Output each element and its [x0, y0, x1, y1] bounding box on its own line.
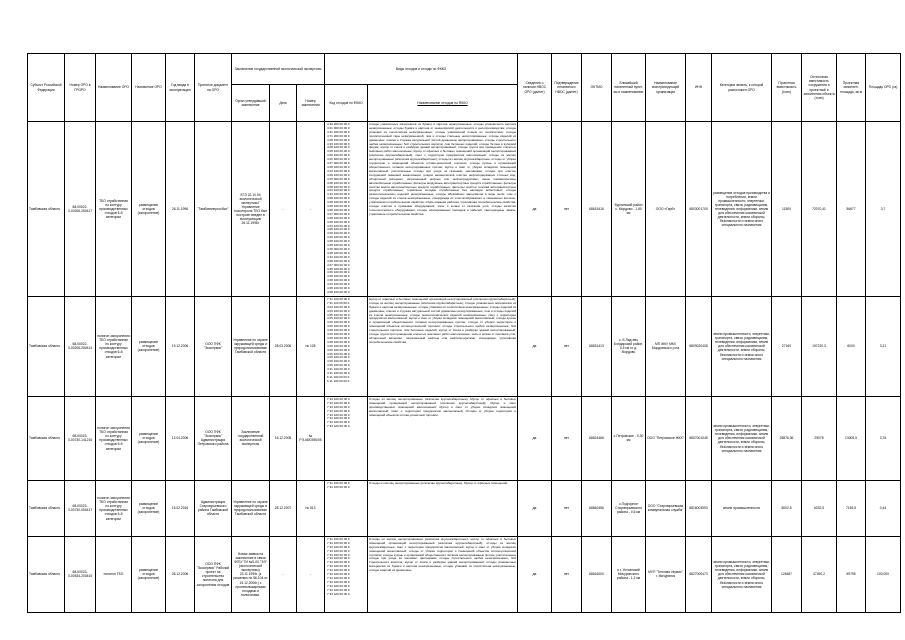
cell-nearest: с.Петровское - 0,30 км — [612, 396, 646, 480]
header-impact: Подтверждение негативного НВОС (да/нет) — [552, 54, 582, 122]
cell-monitoring: да — [518, 536, 552, 612]
cell-land: земли промышленности, энергетики, транспорта, связи, радиовещания, телевидения, информатики, земли для обеспечения космической деятельности, земли обороны, безопасности и земли иного специального назначения — [712, 296, 772, 396]
cell-eia-authority: ЕГЭ 22.10.94 экологической экспертизы" Управление госконтроля ТБО был построен введен в эксплуатацию 26.11.1996г. — [232, 122, 270, 297]
waste-code: 7 33 100 00 00 0 — [327, 556, 350, 561]
waste-code: 7 33 100 00 00 0 — [327, 396, 350, 401]
cell-land: земли промышленности, энергетики, транспорта, связи, радиовещания, телевидения, информатики, земли для обеспечения космической деятельности, земли обороны, безопасности и земли иного специального назначения — [712, 536, 772, 612]
cell-name: полигон ТБО — [96, 536, 132, 612]
waste-code: 4 30 200 00 00 0 — [327, 122, 350, 126]
cell-purpose: размещение отходов (захоронение) — [132, 396, 166, 480]
cell-land: размещение отходов производства и потребления, земли промышленности, энергетики, транспорта, связи, радиовещания, телевидения, информатики, земли для обеспечения космической деятельности, земли обороны, безопасности и земли иного специального назначения — [712, 122, 772, 297]
cell-area: 25876,36 — [772, 396, 802, 480]
header-number: Номер ОРО в ГРОРО — [65, 54, 96, 122]
waste-code: 4 09 100 00 00 0 — [327, 172, 350, 177]
cell-area-ga: 3,7 — [866, 122, 901, 297]
waste-code: 4 06 100 00 00 0 — [327, 359, 350, 364]
header-monitoring: Сведения о наличии НВОС ОРО (да/нет) — [518, 54, 552, 122]
waste-code: 4 08 100 00 00 0 — [327, 243, 350, 248]
waste-code: 7 33 100 00 00 0 — [327, 572, 350, 577]
cell-name: полигон захоронения ТБО отработанная по контуру производственных отходов 6-й категории — [96, 480, 132, 536]
waste-code: 4 08 100 00 00 0 — [327, 266, 350, 271]
header-oktmo: ОКТМО — [582, 54, 612, 122]
waste-code: 7 33 100 00 00 0 — [327, 412, 350, 417]
waste-code: 4 08 100 00 00 0 — [327, 339, 350, 344]
cell-oktmo: 68640456 — [582, 480, 612, 536]
waste-code: 6 11 100 00 00 0 — [327, 375, 350, 379]
cell-eia-date: 28.03.2006 — [270, 296, 297, 396]
waste-code: 7 33 100 00 00 0 — [327, 564, 350, 569]
cell-eia-date: 16.12.2005 — [270, 396, 297, 480]
waste-code: 4 05 100 00 00 0 — [327, 316, 350, 321]
waste-code: 4 03 100 00 00 0 — [327, 308, 350, 313]
waste-code: 4 07 000 00 00 0 — [327, 262, 350, 267]
waste-code: 4 08 100 00 00 0 — [327, 207, 350, 212]
cell-nearest: с.Подгорное Староюрьевского района - 0,6 км — [612, 480, 646, 536]
waste-code: 7 33 100 00 00 0 — [327, 579, 350, 584]
cell-inn: 6827000473 — [686, 536, 712, 612]
cell-operator: ООО "Староюрьевская коммунальная служба" — [646, 480, 686, 536]
cell-filled: 59795 — [837, 536, 866, 612]
cell-nearest: п.г. Устьинский Мичуринского района - 1,2 км — [612, 536, 646, 612]
cell-monitoring: да — [518, 480, 552, 536]
cell-name: полигон захоронения ТБО отработанная по контуру производственных отходов 6-й категории — [96, 396, 132, 480]
header-operator: Наименование эксплуатирующей организации — [646, 54, 686, 122]
waste-code: 4 08 100 00 00 0 — [327, 184, 350, 189]
waste-code: 4 08 100 00 00 0 — [327, 204, 350, 209]
header-year: Год ввода в эксплуатацию — [166, 54, 195, 122]
waste-code: 4 33 100 00 00 0 — [327, 254, 350, 259]
cell-year: 12.04.2006 — [166, 396, 195, 480]
cell-oktmo: 68624466 — [582, 396, 612, 480]
table-row — [28, 480, 901, 536]
cell-number: 68-00023-З-00730-141216 — [65, 396, 96, 480]
waste-code: 4 08 100 00 00 0 — [327, 200, 350, 205]
waste-code: 7 33 100 00 00 0 — [327, 404, 350, 409]
waste-code: 7 33 100 00 00 0 — [327, 544, 350, 549]
header-name: Наименование ОРО — [96, 54, 132, 122]
cell-oktmo: 68616000 — [582, 536, 612, 612]
waste-code: 4 08 100 00 00 0 — [327, 145, 350, 150]
cell-desc: мусор от офисных и бытовых помещений организаций несортированный (исключая крупногабаритный); отходы из жилищ несортированные (исключая крупногабаритные); отходы упаковочных материалов из бумаги и картона незагрязненные; отходы упаковки из полиэтилена незагрязненные; отходы изделий из древесины; опилки и стружка натуральной чистой древесины несортированные; лом и отходы изделий из стекла незагрязненные; отходы резинотехнических изделий незагрязненные; смет с территории предприятия малоопасный; мусор и смет от уборки складских помещений малоопасный; отходы кухонь и организаций общественного питания несортированные прочие; отходы от уборки территории и помещений объектов оптово-розничной торговли; отходы строительного щебня незагрязненные; бой строительного кирпича; лом бетонных изделий; мусор от сноса и разборки зданий несортированный; отходы грунта при проведении открытых земляных работ малоопасные; золы и шлаки от сжигания угля; обтирочный материал, загрязненный нефтью или нефтепродуктами; спецодежда, утратившая потребительские свойства. — [368, 296, 518, 396]
cell-name: ТБО отработанная по контуру производственных отходов 6-й категории — [96, 122, 132, 297]
cell-purpose: размещение отходов (захоронение) — [132, 536, 166, 612]
cell-area: 27160 — [772, 296, 802, 396]
cell-inn: 6807001045 — [686, 396, 712, 480]
header-purpose: Назначение ОРО — [132, 54, 166, 122]
cell-capacity: 72070,41 — [802, 122, 837, 297]
waste-code: 7 33 100 00 00 0 — [327, 400, 350, 405]
header-filled: Проектная заполнен. площадь, кв.м — [837, 54, 866, 122]
waste-code: 4 09 100 00 00 0 — [327, 270, 350, 275]
cell-capacity: 29078 — [802, 396, 837, 480]
cell-monitoring: да — [518, 122, 552, 297]
waste-code: 7 33 100 00 00 0 — [327, 416, 350, 421]
cell-operator: МУП "Теплово сервис" г. Мичуринск — [646, 536, 686, 612]
header-area-ga: Площадь ОРО (га) — [866, 54, 901, 122]
waste-code: 4 08 100 00 00 0 — [327, 196, 350, 201]
waste-code: 7 33 100 00 00 0 — [327, 583, 350, 588]
waste-code: 6 11 100 00 00 0 — [327, 378, 350, 383]
cell-desc: отходы упаковочных материалов из бумаги и картона незагрязненные; отходы упаковочного картона незагрязненные; отходы бумаги и картона от канцелярской деятельности и делопроизводства; отходы упаковки из полиэтилена незагрязненные; отходы упаковочной пленки из полиэтилена; отходы полиэтиленовой тары незагрязненной; лом и отходы стальные несортированные; отходы изделий из древесины; опилки и стружка натуральной чистой древесины несортированные; отходы строительного щебня незагрязненные; бой строительного кирпича; лом бетонных изделий; отходы бетона в кусковой форме; мусор от сноса и разборки зданий несортированный; отходы грунта при проведении открытых земляных работ малоопасные; мусор от офисных и бытовых помещений организаций несортированный (исключая крупногабаритный); смет с территории предприятия малоопасный; отходы из жилищ несортированные (исключая крупногабаритные); отходы из жилищ крупногабаритные; отходы от уборки территории и помещений объектов оптово-розничной торговли; отходы кухонь и организаций общественного питания несортированные прочие; мусор и смет от уборки складских помещений малоопасный; растительные отходы при уходе за газонами, цветниками; отходы при очистке сооружений ливневой канализации; осадок механической очистки нефтесодержащих сточных вод; обтирочный материал, загрязненный нефтью или нефтепродуктами; шины пневматические автомобильные отработанные; фильтры воздушные автотранспортных средств отработанные; фильтры очистки масла автотранспортных средств отработанные; фильтры очистки топлива автотранспортных средств отработанные; тормозные колодки отработанные без накладок асбестовых; отходы резинотехнических изделий незагрязненные; отходы абразивных материалов в виде пыли; лом и отходы изделий из стекла незагрязненные; спецодежда из хлопчатобумажного и смешанных волокон, утратившая потребительские свойства; обувь кожаная рабочая, утратившая потребительские свойства; отходы очистки и промывки оборудования; золы и шлаки от сжигания угля; отходы зачистки технологического оборудования; отходы изолированных проводов и кабелей; светодиодные лампы, утратившие потребительские свойства. — [368, 122, 518, 297]
waste-code: 7 33 100 00 00 0 — [327, 568, 350, 573]
cell-eia-number: № 128 — [297, 296, 325, 396]
cell-year: 28.12.2006 — [166, 536, 195, 612]
header-nearest: Ближайший населенный пункт, км и наименование — [612, 54, 646, 122]
waste-code: 7 31 100 00 00 0 — [327, 296, 350, 301]
waste-code: 4 08 100 00 00 0 — [327, 289, 350, 294]
cell-subject: Тамбовская область — [28, 396, 65, 480]
cell-subject: Тамбовская область — [28, 480, 65, 536]
cell-codes — [325, 536, 368, 612]
header-waste-code: Код отходов по ФККО — [325, 85, 368, 122]
header-eia-date: Дата — [270, 85, 297, 122]
cell-license: ООО ПФК "Экосервис" Администрация Петровского района — [195, 396, 232, 480]
waste-code: 7 33 100 00 00 0 — [327, 484, 350, 489]
cell-area: 11500 — [772, 122, 802, 297]
cell-monitoring: да — [518, 296, 552, 396]
header-capacity: Остаточная вместимость сооружения и проектный и заполнения объекта (тонн) — [802, 54, 837, 122]
waste-code: 7 33 100 00 00 0 — [327, 552, 350, 557]
cell-capacity: 197220,3 — [802, 296, 837, 396]
cell-filled: 6000 — [837, 296, 866, 396]
cell-subject: Тамбовская область — [28, 296, 65, 396]
header-land: Категория земель, к которой расположен ОРО — [712, 54, 772, 122]
waste-code: 4 08 100 00 00 0 — [327, 250, 350, 255]
waste-code: 4 09 100 00 00 0 — [327, 235, 350, 240]
cell-monitoring: да — [518, 396, 552, 480]
cell-inn: 6803001700 — [686, 122, 712, 297]
waste-code: 4 08 100 00 00 0 — [327, 180, 350, 185]
waste-code: 4 03 100 00 00 0 — [327, 304, 350, 309]
cell-oktmo: 68615416 — [582, 122, 612, 297]
cell-purpose: размещение отходов (захоронение) — [132, 296, 166, 396]
header-waste-group: Виды отходов и отходы по ФККО — [325, 54, 518, 85]
cell-number: 68-00022-З-00206-260417 — [65, 122, 96, 297]
waste-code: 4 08 100 00 00 0 — [327, 286, 350, 291]
cell-filled: 56677 — [837, 122, 866, 297]
cell-oktmo: 68631413 — [582, 296, 612, 396]
cell-codes — [325, 396, 368, 480]
waste-code: 7 33 100 00 00 0 — [327, 560, 350, 565]
cell-impact: нет — [552, 480, 582, 536]
cell-purpose: размещение отходов (захоронение) — [132, 480, 166, 536]
cell-eia-authority: Новая заявка на заключение в связи ФГБУ ТИ №5-00 "ЭЭ" (экологической экспертизы) 23.11.1999г. (к решению № 56-104 от 15.12.2006г.) с противопожарными отходами и полигонами. — [232, 536, 270, 612]
waste-code: 4 08 100 00 00 0 — [327, 274, 350, 279]
waste-code: 7 33 100 00 00 0 — [327, 587, 350, 592]
waste-code: 4 08 100 00 00 0 — [327, 258, 350, 263]
cell-name: полигон захоронения ТБО отработанная по контуру производственных отходов 6-й категории — [96, 296, 132, 396]
waste-code: 4 06 100 00 00 0 — [327, 343, 350, 348]
cell-eia-authority: Управление по охране окружающей среды и природопользованию Тамбовской области — [232, 296, 270, 396]
cell-codes — [325, 122, 368, 297]
cell-capacity: 47490,2 — [802, 536, 837, 612]
waste-code: 4 07 000 00 00 0 — [327, 211, 350, 216]
cell-filled: 13005,5 — [837, 396, 866, 480]
cell-eia-date: 28.12.2007 — [270, 480, 297, 536]
cell-inn: 6816003593 — [686, 480, 712, 536]
cell-eia-date: - — [270, 536, 297, 612]
waste-code: 4 71 200 00 00 0 — [327, 133, 350, 138]
waste-code: 4 09 100 00 00 0 — [327, 231, 350, 236]
waste-code: 4 06 100 00 00 0 — [327, 347, 350, 352]
waste-code: 7 33 100 00 00 0 — [327, 548, 350, 553]
header-inn: ИНН — [686, 54, 712, 122]
table-row — [28, 296, 901, 396]
waste-code: 4 33 100 00 00 0 — [327, 141, 350, 146]
waste-code: 4 05 000 00 00 0 — [327, 176, 350, 181]
cell-capacity: 6332,5 — [802, 480, 837, 536]
header-eia-authority: Орган утвердивший заключение — [232, 85, 270, 122]
waste-code: 4 06 100 00 00 0 — [327, 351, 350, 356]
waste-code: 4 08 100 00 00 0 — [327, 227, 350, 232]
cell-license: "Тамбовэнергосбыт" — [195, 122, 232, 297]
cell-inn: 6809020408 — [686, 296, 712, 396]
cell-filled: 7169,5 — [837, 480, 866, 536]
cell-land: земли промышленности, энергетики, транспорта, связи, радиовещания, телевидения, информатики, земли для обеспечения космической деятельности, земли обороны, безопасности и земли иного специального назначения — [712, 396, 772, 480]
table-row — [28, 122, 901, 297]
cell-eia-authority: Управление по охране окружающей среды и природопользованию Тамбовской области — [232, 480, 270, 536]
cell-number: 68-00023-З-00534-200415 — [65, 536, 96, 612]
waste-code: 4 08 100 00 00 0 — [327, 164, 350, 169]
waste-code: 4 06 100 00 00 0 — [327, 335, 350, 340]
waste-code: 4 08 100 00 00 0 — [327, 215, 350, 220]
waste-code: 4 06 100 00 00 0 — [327, 332, 350, 337]
table-row — [28, 396, 901, 480]
waste-code: 4 06 100 00 00 0 — [327, 324, 350, 329]
waste-code: 4 07 000 00 00 0 — [327, 161, 350, 166]
waste-code: 4 06 100 00 00 0 — [327, 355, 350, 360]
cell-number: 68-00023-З-00730-050417 — [65, 480, 96, 536]
waste-code: 4 08 100 00 00 0 — [327, 153, 350, 158]
waste-code: 4 06 100 00 00 0 — [327, 363, 350, 368]
waste-code: 4 03 100 00 00 0 — [327, 282, 350, 287]
cell-operator: ООО "Петровское ЖКХ" — [646, 396, 686, 480]
cell-eia-number: № 513 — [297, 480, 325, 536]
cell-desc: Отходы из жилищ несортированные (исключая крупногабаритные); мусор от офисных и бытовых помещений организаций несортированный (исключая крупногабаритный); отходы из жилищ крупногабаритные; смет с территории предприятия малоопасный; мусор и смет от уборки складских помещений малоопасный; отходы от уборки территории и помещений объектов оптово-розничной торговли; отходы кухонь и организаций общественного питания несортированные прочие; растительные отходы при уходе за газонами, цветниками; отходы строительного щебня незагрязненные; бой строительного кирпича; мусор от сноса и разборки зданий несортированный; отходы упаковочных материалов из бумаги и картона незагрязненные; отходы упаковки из полиэтилена незагрязненные; отходы изделий из древесины. — [368, 536, 518, 612]
waste-code: 4 08 100 00 00 0 — [327, 149, 350, 154]
registry-table — [27, 53, 901, 613]
waste-code: 7 31 100 00 00 0 — [327, 536, 350, 541]
cell-year: 26.11.1996 — [166, 122, 195, 297]
cell-eia-number: - — [297, 122, 325, 297]
waste-code: 4 06 100 00 00 0 — [327, 320, 350, 325]
cell-impact: нет — [552, 296, 582, 396]
cell-nearest: Бурлинский район с. Мордово - 1,60 км — [612, 122, 646, 297]
waste-code: 4 08 100 00 00 0 — [327, 239, 350, 244]
waste-code: 4 31 100 00 00 0 — [327, 367, 350, 372]
cell-eia-number: № РЭ-68/0396/05 — [297, 396, 325, 480]
waste-code: 4 08 100 00 00 0 — [327, 219, 350, 224]
cell-license: ООО ПФК "Экосервис" — [195, 296, 232, 396]
cell-purpose: размещение отходов (захоронение) — [132, 122, 166, 297]
waste-code: 7 33 100 00 00 0 — [327, 575, 350, 580]
header-eia-group: Заключение государственной экологической экспертизы — [232, 54, 325, 85]
cell-desc: Отходы из жилищ несортированные (исключая крупногабаритные); Мусор от офисных и бытовых помещений организаций несортированный (исключая крупногабаритный); Мусор и смет производственных помещений малоопасный; Мусор и смет от уборки складских помещений малоопасный; Смет с территории предприятия малоопасный; Отходы от уборки территории и помещений объектов оптово-розничной торговли. — [368, 396, 518, 480]
waste-code: 7 33 100 00 00 0 — [327, 424, 350, 429]
waste-code: 4 03 100 00 00 0 — [327, 168, 350, 173]
cell-year: 19.12.2006 — [166, 296, 195, 396]
cell-area-ga: 3,21 — [866, 296, 901, 396]
header-license: Принятое документ на ОРО — [195, 54, 232, 122]
waste-code: 7 33 100 00 00 0 — [327, 591, 350, 596]
waste-code: 7 33 100 00 00 0 — [327, 540, 350, 545]
waste-code: 4 08 100 00 00 0 — [327, 328, 350, 333]
cell-desc: Отходы из жилищ несортированные (исключая крупногабаритные); Мусор от офисных помещений. — [368, 480, 518, 536]
cell-subject: Тамбовская область — [28, 122, 65, 297]
waste-code: 4 31 100 00 00 0 — [327, 129, 350, 134]
header-subject: Субъект Российской Федерации — [28, 54, 65, 122]
cell-codes — [325, 296, 368, 396]
cell-eia-date: - — [270, 122, 297, 297]
header-waste-name: Наименование отходов по ФККО — [368, 85, 518, 122]
waste-code: 7 33 100 00 00 0 — [327, 408, 350, 413]
waste-code: 4 08 100 00 00 0 — [327, 137, 350, 142]
cell-codes — [325, 480, 368, 536]
cell-area: 124687 — [772, 536, 802, 612]
cell-license: Администрация Староюрьевского района Тамбовской области — [195, 480, 232, 536]
table-row — [28, 536, 901, 612]
registry-rows — [28, 122, 901, 613]
waste-code: 4 01 000 00 00 0 — [327, 125, 350, 130]
cell-license: ООО ПФК "Экосервис" Рабочий проект на строительство полигона для захоронения отходов — [195, 536, 232, 612]
header-area: Проектная вместимость (тонн) — [772, 54, 802, 122]
waste-code: 4 33 100 00 00 0 — [327, 192, 350, 197]
cell-subject: Тамбовская область — [28, 536, 65, 612]
cell-land: земли промышленности — [712, 480, 772, 536]
cell-area: 8002,5 — [772, 480, 802, 536]
cell-area-ga: 3,76 — [866, 396, 901, 480]
waste-code: 4 03 100 00 00 0 — [327, 188, 350, 193]
waste-code: 7 33 100 00 00 0 — [327, 420, 350, 425]
waste-code: 7 31 110 00 00 0 — [327, 300, 350, 305]
cell-area-ga: 100,000 — [866, 536, 901, 612]
cell-operator: ООО «Гарб» — [646, 122, 686, 297]
cell-year: 15.02.2016 — [166, 480, 195, 536]
waste-code: 4 08 100 00 00 0 — [327, 278, 350, 283]
cell-number: 68-00022-З-00206-250414 — [65, 296, 96, 396]
cell-impact: нет — [552, 122, 582, 297]
cell-impact: нет — [552, 396, 582, 480]
waste-code: 4 05 100 00 00 0 — [327, 312, 350, 317]
waste-code: 4 06 000 00 00 0 — [327, 247, 350, 251]
cell-area-ga: 0,44 — [866, 480, 901, 536]
waste-code: 4 31 100 00 00 0 — [327, 371, 350, 376]
waste-code: 7 31 100 00 00 0 — [327, 480, 350, 485]
cell-eia-authority: Заключение государственной экологической экспертизы — [232, 396, 270, 480]
header-eia-number: Номер заключения — [297, 85, 325, 122]
cell-operator: МП ЖКУ МКХ Мордовского р-на — [646, 296, 686, 396]
cell-eia-number: - — [297, 536, 325, 612]
waste-code: 4 03 100 00 00 0 — [327, 223, 350, 228]
registry-sheet — [27, 53, 898, 597]
cell-impact: нет — [552, 536, 582, 612]
waste-code: 4 06 600 00 00 0 — [327, 157, 350, 162]
cell-nearest: с. Б.Ляд-ево Бондарский район, 0,5 км от д. Мордово — [612, 296, 646, 396]
